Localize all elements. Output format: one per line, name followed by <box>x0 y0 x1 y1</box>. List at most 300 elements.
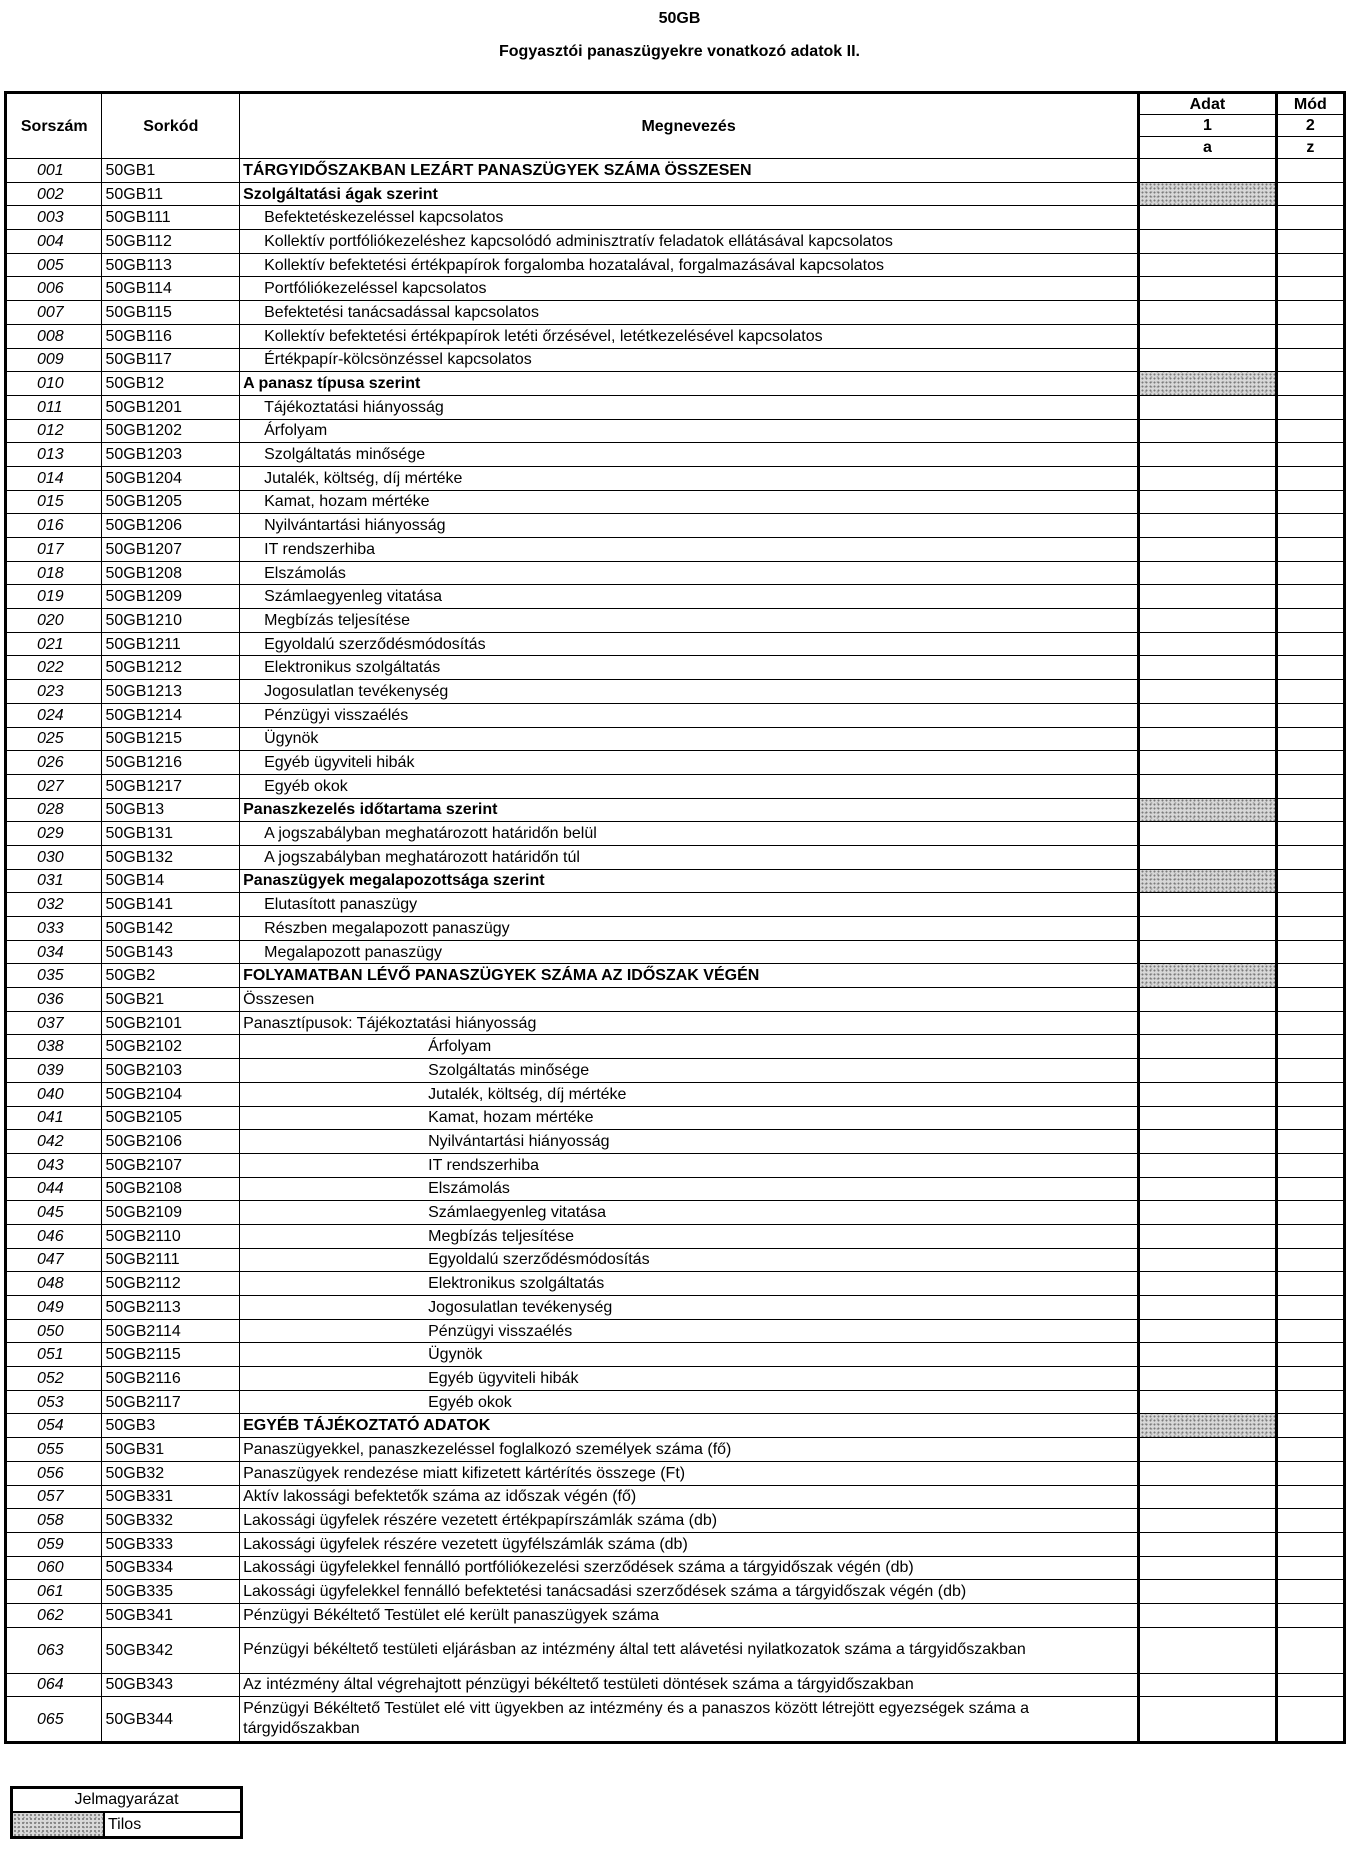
table-row <box>6 1296 1345 1320</box>
table-row <box>6 940 1345 964</box>
row-megnevezes: Pénzügyi békéltető testületi eljárásban az intézmény által tett alávetési nyilatkozatok száma a tárgyidőszakban <box>240 1627 1139 1673</box>
row-sorkod: 50GB3 <box>102 1414 240 1438</box>
row-megnevezes: Jogosulatlan tevékenység <box>240 680 1139 704</box>
table-row <box>6 680 1345 704</box>
row-mod-cell[interactable] <box>1276 514 1344 538</box>
table-row <box>6 419 1345 443</box>
row-adat-cell[interactable] <box>1139 1556 1277 1580</box>
row-sorkod: 50GB21 <box>102 988 240 1012</box>
row-mod-cell[interactable] <box>1276 561 1344 585</box>
row-adat-cell[interactable] <box>1139 206 1277 230</box>
row-adat-cell[interactable] <box>1139 1296 1277 1320</box>
row-megnevezes: Befektetéskezeléssel kapcsolatos <box>240 206 1139 230</box>
row-sorkod: 50GB2110 <box>102 1224 240 1248</box>
row-megnevezes: Pénzügyi Békéltető Testület elé vitt ügyekben az intézmény és a panaszos között létrejött egyezségek száma a tárgyidőszakban <box>240 1697 1139 1743</box>
row-megnevezes: Jogosulatlan tevékenység <box>240 1296 1139 1320</box>
row-adat-cell[interactable] <box>1139 680 1277 704</box>
row-megnevezes: Portfóliókezeléssel kapcsolatos <box>240 277 1139 301</box>
row-adat-cell[interactable] <box>1139 609 1277 633</box>
row-sorszam: 015 <box>6 490 102 514</box>
table-row <box>6 1509 1345 1533</box>
row-megnevezes: Egyéb okok <box>240 1390 1139 1414</box>
row-mod-cell[interactable] <box>1276 917 1344 941</box>
row-megnevezes: Az intézmény által végrehajtott pénzügyi békéltető testületi döntések száma a tárgyidőszakban <box>240 1673 1139 1697</box>
row-mod-cell[interactable] <box>1276 1603 1344 1627</box>
row-mod-cell[interactable] <box>1276 159 1344 183</box>
row-mod-cell[interactable] <box>1276 230 1344 254</box>
row-mod-cell[interactable] <box>1276 182 1344 206</box>
row-sorkod: 50GB2105 <box>102 1106 240 1130</box>
row-sorszam: 065 <box>6 1697 102 1743</box>
row-sorkod: 50GB1210 <box>102 609 240 633</box>
row-mod-cell[interactable] <box>1276 1367 1344 1391</box>
row-sorszam: 058 <box>6 1509 102 1533</box>
row-adat-cell-tilos <box>1139 869 1277 893</box>
row-adat-cell-tilos <box>1139 372 1277 396</box>
row-sorszam: 030 <box>6 845 102 869</box>
row-sorszam: 041 <box>6 1106 102 1130</box>
row-sorszam: 004 <box>6 230 102 254</box>
row-megnevezes: Jutalék, költség, díj mértéke <box>240 1082 1139 1106</box>
row-adat-cell[interactable] <box>1139 1011 1277 1035</box>
row-sorszam: 063 <box>6 1627 102 1673</box>
row-mod-cell[interactable] <box>1276 1414 1344 1438</box>
row-sorszam: 053 <box>6 1390 102 1414</box>
row-sorkod: 50GB1212 <box>102 656 240 680</box>
table-row <box>6 1627 1345 1673</box>
row-sorszam: 034 <box>6 940 102 964</box>
table-row <box>6 656 1345 680</box>
row-sorszam: 023 <box>6 680 102 704</box>
row-megnevezes: Tájékoztatási hiányosság <box>240 395 1139 419</box>
row-sorszam: 033 <box>6 917 102 941</box>
row-mod-cell[interactable] <box>1276 1509 1344 1533</box>
row-megnevezes: Lakossági ügyfelekkel fennálló portfóliókezelési szerződések száma a tárgyidőszak végén (db) <box>240 1556 1139 1580</box>
row-adat-cell[interactable] <box>1139 1343 1277 1367</box>
row-megnevezes: Egyoldalú szerződésmódosítás <box>240 1248 1139 1272</box>
row-adat-cell[interactable] <box>1139 1319 1277 1343</box>
row-sorszam: 035 <box>6 964 102 988</box>
row-sorkod: 50GB132 <box>102 845 240 869</box>
row-sorszam: 017 <box>6 538 102 562</box>
row-sorkod: 50GB2115 <box>102 1343 240 1367</box>
row-mod-cell[interactable] <box>1276 277 1344 301</box>
row-sorszam: 020 <box>6 609 102 633</box>
row-adat-cell[interactable] <box>1139 1035 1277 1059</box>
row-adat-cell[interactable] <box>1139 1603 1277 1627</box>
row-adat-cell[interactable] <box>1139 632 1277 656</box>
table-body <box>6 159 1345 1743</box>
row-megnevezes: FOLYAMATBAN LÉVŐ PANASZÜGYEK SZÁMA AZ IDŐSZAK VÉGÉN <box>240 964 1139 988</box>
table-row <box>6 443 1345 467</box>
row-megnevezes: Nyilvántartási hiányosság <box>240 1130 1139 1154</box>
row-adat-cell[interactable] <box>1139 1153 1277 1177</box>
row-sorszam: 048 <box>6 1272 102 1296</box>
row-megnevezes: Egyéb okok <box>240 774 1139 798</box>
row-sorszam: 052 <box>6 1367 102 1391</box>
row-megnevezes: Aktív lakossági befektetők száma az időszak végén (fő) <box>240 1485 1139 1509</box>
row-megnevezes: Lakossági ügyfelekkel fennálló befektetési tanácsadási szerződések száma a tárgyidőszak végén (db) <box>240 1580 1139 1604</box>
col-header-adat-letter: a <box>1139 137 1277 159</box>
row-adat-cell[interactable] <box>1139 893 1277 917</box>
row-adat-cell[interactable] <box>1139 561 1277 585</box>
row-sorkod: 50GB13 <box>102 798 240 822</box>
table-row <box>6 1224 1345 1248</box>
row-mod-cell[interactable] <box>1276 1035 1344 1059</box>
row-adat-cell[interactable] <box>1139 1390 1277 1414</box>
row-sorkod: 50GB2104 <box>102 1082 240 1106</box>
row-adat-cell[interactable] <box>1139 1367 1277 1391</box>
row-adat-cell[interactable] <box>1139 822 1277 846</box>
row-megnevezes: Összesen <box>240 988 1139 1012</box>
col-header-mod: Mód <box>1276 93 1344 115</box>
table-row <box>6 466 1345 490</box>
row-sorszam: 028 <box>6 798 102 822</box>
row-adat-cell[interactable] <box>1139 1059 1277 1083</box>
row-megnevezes: Lakossági ügyfelek részére vezetett ügyfélszámlák száma (db) <box>240 1532 1139 1556</box>
row-adat-cell[interactable] <box>1139 419 1277 443</box>
row-adat-cell[interactable] <box>1139 988 1277 1012</box>
row-adat-cell[interactable] <box>1139 1201 1277 1225</box>
row-adat-cell[interactable] <box>1139 324 1277 348</box>
row-sorszam: 044 <box>6 1177 102 1201</box>
row-megnevezes: Jutalék, költség, díj mértéke <box>240 466 1139 490</box>
row-mod-cell[interactable] <box>1276 1011 1344 1035</box>
row-adat-cell[interactable] <box>1139 727 1277 751</box>
row-sorkod: 50GB1215 <box>102 727 240 751</box>
row-sorszam: 051 <box>6 1343 102 1367</box>
row-sorszam: 054 <box>6 1414 102 1438</box>
row-sorkod: 50GB343 <box>102 1673 240 1697</box>
col-header-megnevezes: Megnevezés <box>240 93 1139 159</box>
row-adat-cell[interactable] <box>1139 538 1277 562</box>
row-megnevezes: Megbízás teljesítése <box>240 609 1139 633</box>
row-adat-cell[interactable] <box>1139 1248 1277 1272</box>
row-sorkod: 50GB2113 <box>102 1296 240 1320</box>
row-adat-cell[interactable] <box>1139 1509 1277 1533</box>
row-mod-cell[interactable] <box>1276 893 1344 917</box>
row-adat-cell[interactable] <box>1139 703 1277 727</box>
row-sorkod: 50GB341 <box>102 1603 240 1627</box>
row-sorszam: 061 <box>6 1580 102 1604</box>
row-megnevezes: Megbízás teljesítése <box>240 1224 1139 1248</box>
row-sorkod: 50GB32 <box>102 1461 240 1485</box>
row-mod-cell[interactable] <box>1276 1224 1344 1248</box>
row-sorszam: 014 <box>6 466 102 490</box>
row-adat-cell[interactable] <box>1139 1082 1277 1106</box>
row-mod-cell[interactable] <box>1276 1201 1344 1225</box>
form-code: 50GB <box>658 10 701 27</box>
row-adat-cell[interactable] <box>1139 1461 1277 1485</box>
table-row <box>6 1011 1345 1035</box>
row-megnevezes: Ügynök <box>240 727 1139 751</box>
row-adat-cell[interactable] <box>1139 159 1277 183</box>
row-sorszam: 062 <box>6 1603 102 1627</box>
row-mod-cell[interactable] <box>1276 964 1344 988</box>
row-megnevezes: A jogszabályban meghatározott határidőn belül <box>240 822 1139 846</box>
row-adat-cell-tilos <box>1139 798 1277 822</box>
row-megnevezes: Számlaegyenleg vitatása <box>240 1201 1139 1225</box>
row-sorszam: 016 <box>6 514 102 538</box>
row-adat-cell[interactable] <box>1139 1272 1277 1296</box>
row-mod-cell[interactable] <box>1276 1059 1344 1083</box>
row-adat-cell[interactable] <box>1139 514 1277 538</box>
row-mod-cell[interactable] <box>1276 751 1344 775</box>
row-adat-cell[interactable] <box>1139 751 1277 775</box>
table-row <box>6 348 1345 372</box>
row-megnevezes: A panasz típusa szerint <box>240 372 1139 396</box>
row-megnevezes: Szolgáltatási ágak szerint <box>240 182 1139 206</box>
row-megnevezes: Panaszügyek rendezése miatt kifizetett kártérítés összege (Ft) <box>240 1461 1139 1485</box>
table-row <box>6 822 1345 846</box>
row-sorkod: 50GB2107 <box>102 1153 240 1177</box>
row-adat-cell[interactable] <box>1139 277 1277 301</box>
table-row <box>6 490 1345 514</box>
row-adat-cell[interactable] <box>1139 656 1277 680</box>
row-sorkod: 50GB1208 <box>102 561 240 585</box>
row-mod-cell[interactable] <box>1276 1082 1344 1106</box>
row-mod-cell[interactable] <box>1276 1272 1344 1296</box>
row-sorszam: 013 <box>6 443 102 467</box>
row-adat-cell[interactable] <box>1139 1485 1277 1509</box>
row-mod-cell[interactable] <box>1276 1627 1344 1673</box>
row-mod-cell[interactable] <box>1276 301 1344 325</box>
row-sorkod: 50GB1216 <box>102 751 240 775</box>
row-megnevezes: Részben megalapozott panaszügy <box>240 917 1139 941</box>
table-row <box>6 1153 1345 1177</box>
table-row <box>6 751 1345 775</box>
row-sorkod: 50GB1214 <box>102 703 240 727</box>
table-row <box>6 372 1345 396</box>
row-sorszam: 008 <box>6 324 102 348</box>
row-adat-cell[interactable] <box>1139 1130 1277 1154</box>
row-adat-cell[interactable] <box>1139 395 1277 419</box>
row-sorkod: 50GB11 <box>102 182 240 206</box>
legend-tilos-swatch <box>13 1813 105 1836</box>
row-mod-cell[interactable] <box>1276 206 1344 230</box>
row-megnevezes: EGYÉB TÁJÉKOZTATÓ ADATOK <box>240 1414 1139 1438</box>
row-sorkod: 50GB1203 <box>102 443 240 467</box>
row-megnevezes: IT rendszerhiba <box>240 538 1139 562</box>
row-sorkod: 50GB335 <box>102 1580 240 1604</box>
row-mod-cell[interactable] <box>1276 1248 1344 1272</box>
table-row <box>6 988 1345 1012</box>
row-megnevezes: Ügynök <box>240 1343 1139 1367</box>
row-mod-cell[interactable] <box>1276 727 1344 751</box>
row-mod-cell[interactable] <box>1276 1130 1344 1154</box>
row-sorkod: 50GB117 <box>102 348 240 372</box>
row-sorkod: 50GB2 <box>102 964 240 988</box>
row-mod-cell[interactable] <box>1276 1390 1344 1414</box>
row-sorkod: 50GB1204 <box>102 466 240 490</box>
row-sorszam: 050 <box>6 1319 102 1343</box>
row-sorszam: 024 <box>6 703 102 727</box>
row-megnevezes: Befektetési tanácsadással kapcsolatos <box>240 301 1139 325</box>
row-adat-cell[interactable] <box>1139 443 1277 467</box>
row-megnevezes: Kamat, hozam mértéke <box>240 490 1139 514</box>
row-mod-cell[interactable] <box>1276 940 1344 964</box>
row-megnevezes: Egyéb ügyviteli hibák <box>240 1367 1139 1391</box>
row-adat-cell-tilos <box>1139 964 1277 988</box>
row-megnevezes: Pénzügyi Békéltető Testület elé került panaszügyek száma <box>240 1603 1139 1627</box>
row-mod-cell[interactable] <box>1276 869 1344 893</box>
row-sorszam: 002 <box>6 182 102 206</box>
table-row <box>6 1461 1345 1485</box>
row-sorszam: 011 <box>6 395 102 419</box>
row-sorkod: 50GB2111 <box>102 1248 240 1272</box>
row-mod-cell[interactable] <box>1276 703 1344 727</box>
row-mod-cell[interactable] <box>1276 680 1344 704</box>
row-mod-cell[interactable] <box>1276 466 1344 490</box>
row-megnevezes: Árfolyam <box>240 1035 1139 1059</box>
row-sorszam: 038 <box>6 1035 102 1059</box>
row-adat-cell[interactable] <box>1139 585 1277 609</box>
row-adat-cell[interactable] <box>1139 1697 1277 1743</box>
row-mod-cell[interactable] <box>1276 1343 1344 1367</box>
row-megnevezes: Kollektív befektetési értékpapírok letéti őrzésével, letétkezelésével kapcsolatos <box>240 324 1139 348</box>
row-adat-cell[interactable] <box>1139 1627 1277 1673</box>
table-row <box>6 159 1345 183</box>
row-sorkod: 50GB1207 <box>102 538 240 562</box>
row-sorszam: 057 <box>6 1485 102 1509</box>
row-sorszam: 009 <box>6 348 102 372</box>
row-mod-cell[interactable] <box>1276 1177 1344 1201</box>
row-mod-cell[interactable] <box>1276 1461 1344 1485</box>
row-sorszam: 036 <box>6 988 102 1012</box>
row-sorszam: 019 <box>6 585 102 609</box>
row-adat-cell[interactable] <box>1139 348 1277 372</box>
row-mod-cell[interactable] <box>1276 1106 1344 1130</box>
row-mod-cell[interactable] <box>1276 798 1344 822</box>
row-mod-cell[interactable] <box>1276 538 1344 562</box>
row-adat-cell[interactable] <box>1139 1224 1277 1248</box>
row-mod-cell[interactable] <box>1276 1485 1344 1509</box>
row-mod-cell[interactable] <box>1276 443 1344 467</box>
table-row <box>6 1414 1345 1438</box>
row-sorszam: 029 <box>6 822 102 846</box>
row-mod-cell[interactable] <box>1276 372 1344 396</box>
row-sorkod: 50GB1213 <box>102 680 240 704</box>
row-sorkod: 50GB12 <box>102 372 240 396</box>
table-row <box>6 1390 1345 1414</box>
row-mod-cell[interactable] <box>1276 395 1344 419</box>
row-sorkod: 50GB2114 <box>102 1319 240 1343</box>
row-sorszam: 031 <box>6 869 102 893</box>
row-sorkod: 50GB342 <box>102 1627 240 1673</box>
row-mod-cell[interactable] <box>1276 656 1344 680</box>
col-header-mod-num: 2 <box>1276 115 1344 137</box>
row-mod-cell[interactable] <box>1276 845 1344 869</box>
row-sorszam: 027 <box>6 774 102 798</box>
legend <box>10 1786 243 1839</box>
row-sorkod: 50GB2108 <box>102 1177 240 1201</box>
row-mod-cell[interactable] <box>1276 1438 1344 1462</box>
row-mod-cell[interactable] <box>1276 348 1344 372</box>
row-adat-cell[interactable] <box>1139 1177 1277 1201</box>
row-adat-cell[interactable] <box>1139 253 1277 277</box>
table-row <box>6 277 1345 301</box>
row-sorkod: 50GB112 <box>102 230 240 254</box>
row-adat-cell[interactable] <box>1139 466 1277 490</box>
row-mod-cell[interactable] <box>1276 632 1344 656</box>
row-adat-cell[interactable] <box>1139 1673 1277 1697</box>
row-adat-cell[interactable] <box>1139 1532 1277 1556</box>
table-row <box>6 1580 1345 1604</box>
row-megnevezes: Elutasított panaszügy <box>240 893 1139 917</box>
row-megnevezes: Pénzügyi visszaélés <box>240 1319 1139 1343</box>
row-mod-cell[interactable] <box>1276 490 1344 514</box>
row-megnevezes: Kollektív portfóliókezeléshez kapcsolódó adminisztratív feladatok ellátásával kapcsolatos <box>240 230 1139 254</box>
table-row <box>6 869 1345 893</box>
row-adat-cell[interactable] <box>1139 1580 1277 1604</box>
row-adat-cell[interactable] <box>1139 774 1277 798</box>
row-adat-cell[interactable] <box>1139 490 1277 514</box>
table-row <box>6 1556 1345 1580</box>
table-row <box>6 964 1345 988</box>
table-row <box>6 1532 1345 1556</box>
row-sorszam: 021 <box>6 632 102 656</box>
col-header-sorkod: Sorkód <box>102 93 240 159</box>
row-mod-cell[interactable] <box>1276 1697 1344 1743</box>
row-sorszam: 022 <box>6 656 102 680</box>
row-mod-cell[interactable] <box>1276 324 1344 348</box>
table-row <box>6 703 1345 727</box>
row-mod-cell[interactable] <box>1276 1153 1344 1177</box>
row-mod-cell[interactable] <box>1276 253 1344 277</box>
row-mod-cell[interactable] <box>1276 609 1344 633</box>
row-mod-cell[interactable] <box>1276 1319 1344 1343</box>
table-row <box>6 893 1345 917</box>
row-mod-cell[interactable] <box>1276 1296 1344 1320</box>
table-row <box>6 301 1345 325</box>
table-row <box>6 230 1345 254</box>
row-sorszam: 059 <box>6 1532 102 1556</box>
table-row <box>6 585 1345 609</box>
row-mod-cell[interactable] <box>1276 419 1344 443</box>
row-adat-cell[interactable] <box>1139 301 1277 325</box>
row-sorkod: 50GB331 <box>102 1485 240 1509</box>
row-sorszam: 039 <box>6 1059 102 1083</box>
row-adat-cell[interactable] <box>1139 1106 1277 1130</box>
table-row <box>6 206 1345 230</box>
row-adat-cell[interactable] <box>1139 845 1277 869</box>
table-row <box>6 538 1345 562</box>
row-mod-cell[interactable] <box>1276 1532 1344 1556</box>
row-megnevezes: Panaszügyek megalapozottsága szerint <box>240 869 1139 893</box>
row-mod-cell[interactable] <box>1276 774 1344 798</box>
row-mod-cell[interactable] <box>1276 988 1344 1012</box>
row-adat-cell[interactable] <box>1139 1438 1277 1462</box>
col-header-adat: Adat <box>1139 93 1277 115</box>
row-sorkod: 50GB1211 <box>102 632 240 656</box>
row-megnevezes: Panaszügyekkel, panaszkezeléssel foglalkozó személyek száma (fő) <box>240 1438 1139 1462</box>
row-sorkod: 50GB113 <box>102 253 240 277</box>
row-adat-cell[interactable] <box>1139 230 1277 254</box>
table-row <box>6 182 1345 206</box>
row-megnevezes: Egyoldalú szerződésmódosítás <box>240 632 1139 656</box>
row-adat-cell[interactable] <box>1139 917 1277 941</box>
row-sorkod: 50GB1205 <box>102 490 240 514</box>
row-adat-cell[interactable] <box>1139 940 1277 964</box>
row-mod-cell[interactable] <box>1276 585 1344 609</box>
col-header-adat-num: 1 <box>1139 115 1277 137</box>
row-mod-cell[interactable] <box>1276 1556 1344 1580</box>
row-mod-cell[interactable] <box>1276 1673 1344 1697</box>
row-mod-cell[interactable] <box>1276 1580 1344 1604</box>
row-sorkod: 50GB143 <box>102 940 240 964</box>
row-mod-cell[interactable] <box>1276 822 1344 846</box>
row-sorkod: 50GB2117 <box>102 1390 240 1414</box>
